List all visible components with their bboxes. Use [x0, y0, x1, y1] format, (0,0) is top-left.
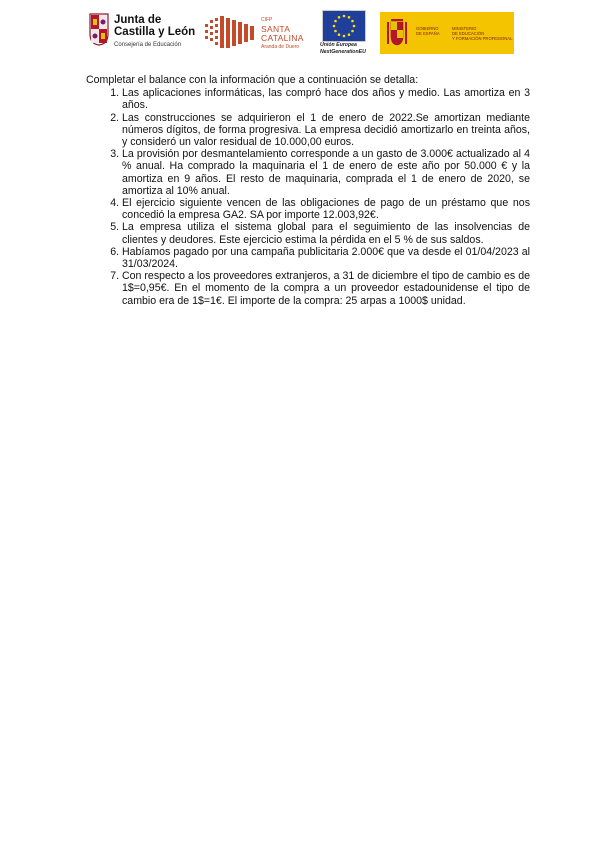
list-item: 3. La provisión por desmantelamiento corresponde a un gasto de 3.000€ actualizado al 4 % anual. Ha comprado la maquinaria el 1 de enero de este año por 50.000 € y la amortiza en 9 años. El resto de maquinaria, comprada el 1 de enero de 2020, se amortiza al 10% anual.: [122, 148, 530, 197]
list-item: 1. Las aplicaciones informáticas, las compró hace dos años y medio. Las amortiza en 3 años.: [122, 87, 530, 111]
list-item: 7. Con respecto a los proveedores extranjeros, a 31 de diciembre el tipo de cambio es de 1$=0,95€. En el momento de la compra a un proveedor estadounidense el tipo de cambio era de 1$=1€. El importe de la compra: 25 arpas a 1000$ unidad.: [122, 270, 530, 307]
document-body: [86, 74, 530, 307]
santa-catalina-logo: [205, 14, 305, 54]
jcyl-subtitle: Consejería de Educación: [114, 42, 182, 48]
list-item: 5. La empresa utiliza el sistema global para el seguimiento de las insolvencias de clientes y deudores. Este ejercicio estima la pérdida en el 5 % de sus saldos.: [122, 221, 530, 245]
jcyl-line1: Junta de: [114, 14, 162, 26]
sc-small-top: CIFP: [261, 17, 273, 23]
spain-coat-of-arms-icon: [386, 16, 408, 48]
sc-small-bottom: Aranda de Duero: [261, 44, 300, 50]
gobierno-espana-logo: [380, 12, 514, 54]
intro-text: Completar el balance con la información que a continuación se detalla:: [86, 74, 419, 86]
list-item: 4. El ejercicio siguiente vencen de las obligaciones de pago de un préstamo que nos concedió la empresa GA2. SA por importe 12.003,92€.: [122, 197, 530, 221]
eu-line1: Unión Europea: [320, 42, 357, 48]
eu-next-generation-logo: [320, 10, 374, 60]
sc-line2: CATALINA: [261, 33, 304, 43]
gob-t1-line2: DE ESPAÑA: [416, 31, 440, 36]
gob-t2-line2: DE EDUCACIÓN: [452, 31, 485, 36]
eu-line2: NextGenerationEU: [320, 49, 366, 55]
junta-castilla-leon-logo: [88, 10, 198, 58]
instructions-list: [86, 87, 530, 307]
eu-flag-icon: [322, 10, 366, 42]
gob-t2-line1: MINISTERIO: [452, 26, 477, 31]
page-header: [0, 8, 599, 60]
castilla-leon-shield-icon: [88, 12, 110, 46]
gob-t1-line1: GOBIERNO: [416, 26, 439, 31]
list-item: 2. Las construcciones se adquirieron el 1 de enero de 2022.Se amortizan mediante números dígitos, de forma progresiva. La empresa decidió amortizarlo en treinta años, y consideró un valor residual de 10.000,00 euros.: [122, 112, 530, 149]
santa-catalina-mark-icon: [205, 14, 257, 50]
gob-t2-line3: Y FORMACIÓN PROFESIONAL: [452, 36, 513, 41]
sc-line1: SANTA: [261, 24, 291, 34]
jcyl-line2: Castilla y León: [114, 26, 196, 38]
list-item: 6. Habíamos pagado por una campaña publicitaria 2.000€ que va desde el 01/04/2023 al 31/03/2024.: [122, 246, 530, 270]
